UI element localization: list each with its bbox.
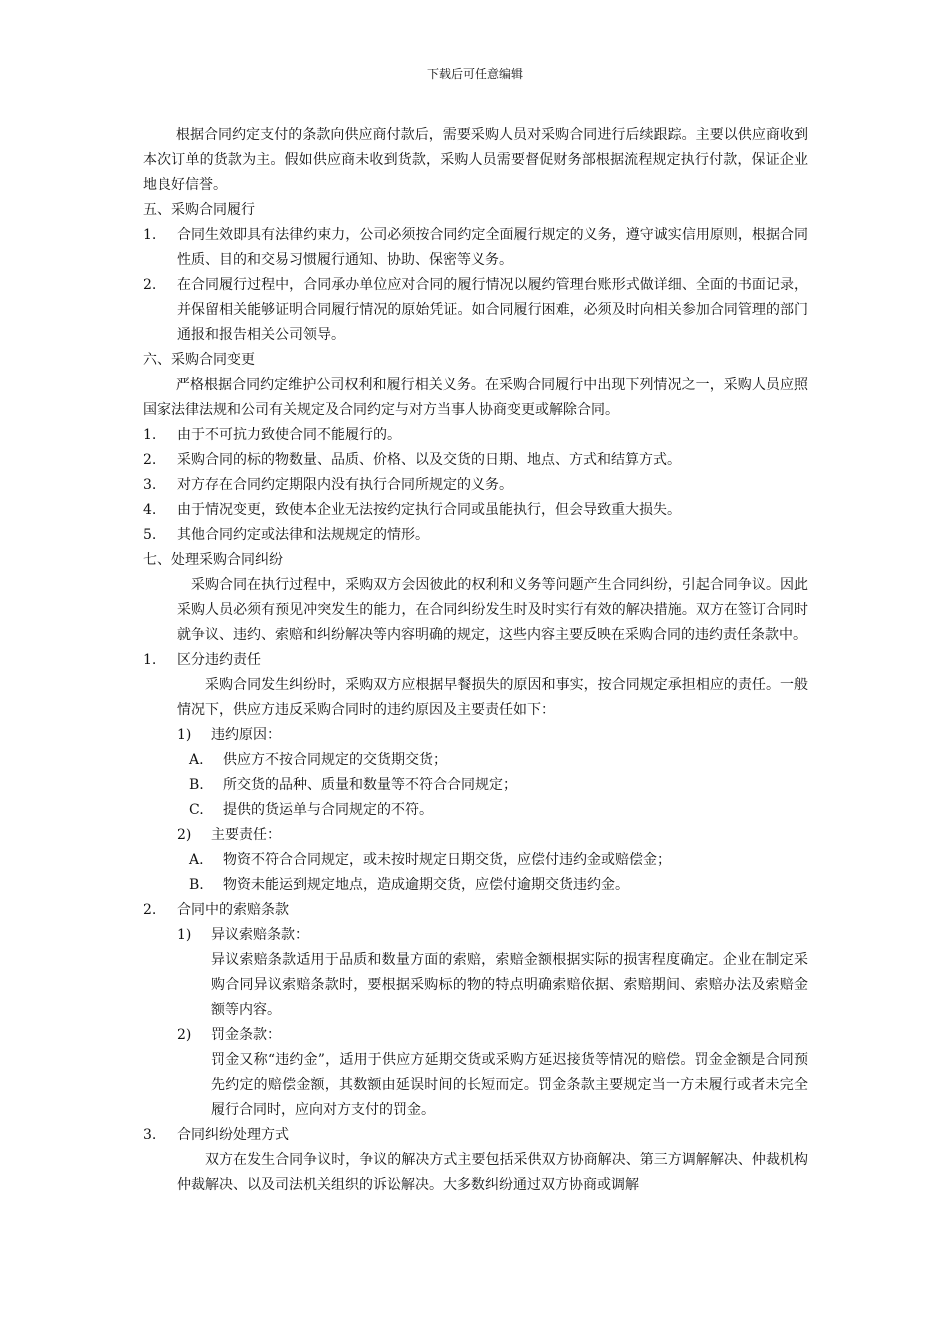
- letter-number: A.: [189, 752, 204, 768]
- list-item: [143, 273, 808, 348]
- list-number: 2.: [143, 277, 157, 293]
- list-text: 在合同履行过程中，合同承办单位应对合同的履行情况以履约管理台账形式做详细、全面的书面记录，并保留相关能够证明合同履行情况的原始凭证。如合同履行困难，必须及时向相关参加合同管理的部门通报和报告相关公司领导。: [177, 277, 808, 343]
- list-text: 采购合同的标的物数量、品质、价格、以及交货的日期、地点、方式和结算方式。: [177, 452, 681, 468]
- list-item: [143, 448, 808, 473]
- list-title: 合同中的索赔条款: [177, 902, 289, 918]
- sub-list-title: 罚金条款：: [211, 1027, 281, 1043]
- letter-item: [143, 873, 808, 898]
- list-number: 1.: [143, 227, 157, 243]
- list-item: [143, 223, 808, 273]
- sub-list-number: 2): [177, 1027, 192, 1043]
- list-item: [143, 898, 808, 923]
- letter-text: 所交货的品种、质量和数量等不符合合同规定；: [223, 777, 517, 793]
- dispute-resolution-paragraph: 双方在发生合同争议时，争议的解决方式主要包括采供双方协商解决、第三方调解解决、仲裁机构仲裁解决、以及司法机关组织的诉讼解决。大多数纠纷通过双方协商或调解: [177, 1152, 808, 1193]
- list-text: 由于情况变更，致使本企业无法按约定执行合同或虽能执行，但会导致重大损失。: [177, 502, 681, 518]
- list-title: 区分违约责任: [177, 652, 261, 668]
- list-item: [143, 473, 808, 498]
- letter-number: B.: [189, 777, 204, 793]
- item-1-paragraph: 采购合同发生纠纷时，采购双方应根据早餐损失的原因和事实，按合同规定承担相应的责任。一般情况下，供应方违反采购合同时的违约原因及主要责任如下：: [177, 677, 808, 718]
- letter-item: [143, 773, 808, 798]
- list-number: 4.: [143, 502, 157, 518]
- sub-list-title: 主要责任：: [211, 827, 281, 843]
- list-number: 1.: [143, 427, 157, 443]
- letter-text: 物资未能运到规定地点，造成逾期交货，应偿付逾期交货违约金。: [223, 877, 629, 893]
- page-header: 下载后可任意编辑: [426, 67, 523, 81]
- intro-paragraph: 根据合同约定支付的条款向供应商付款后，需要采购人员对采购合同进行后续跟踪。主要以供应商收到本次订单的货款为主。假如供应商未收到货款，采购人员需要督促财务部根据流程规定执行付款，保证企业地良好信誉。: [143, 127, 808, 193]
- section-7-intro: 采购合同在执行过程中，采购双方会因彼此的权利和义务等问题产生合同纠纷，引起合同争议。因此采购人员必须有预见冲突发生的能力，在合同纠纷发生时及时实行有效的解决措施。双方在签订合同时就争议、违约、索赔和纠纷解决等内容明确的规定，这些内容主要反映在采购合同的违约责任条款中。: [177, 577, 808, 643]
- list-item: [143, 523, 808, 548]
- letter-text: 提供的货运单与合同规定的不符。: [223, 802, 433, 818]
- list-title: 合同纠纷处理方式: [177, 1127, 289, 1143]
- list-number: 3.: [143, 1127, 157, 1143]
- list-item: [143, 1123, 808, 1148]
- sub-list-number: 1): [177, 927, 192, 943]
- list-number: 2.: [143, 452, 157, 468]
- list-text: 由于不可抗力致使合同不能履行的。: [177, 427, 401, 443]
- letter-item: [143, 848, 808, 873]
- list-item: [143, 498, 808, 523]
- list-number: 3.: [143, 477, 157, 493]
- list-item: [143, 423, 808, 448]
- claim-clause-paragraph: 异议索赔条款适用于品质和数量方面的索赔，索赔金额根据实际的损害程度确定。企业在制定采购合同异议索赔条款时，要根据采购标的物的特点明确索赔依据、索赔期间、索赔办法及索赔金额等内容。: [211, 952, 808, 1018]
- list-text: 其他合同约定或法律和法规规定的情形。: [177, 527, 429, 543]
- letter-number: C.: [189, 802, 204, 818]
- list-number: 2.: [143, 902, 157, 918]
- sub-list-item: [143, 823, 808, 848]
- letter-number: B.: [189, 877, 204, 893]
- sub-list-item: [143, 723, 808, 748]
- letter-item: [143, 798, 808, 823]
- letter-number: A.: [189, 852, 204, 868]
- sub-list-item: [143, 1023, 808, 1048]
- section-5-title: 五、采购合同履行: [143, 202, 255, 218]
- sub-list-number: 1): [177, 727, 192, 743]
- document-body: [143, 123, 808, 1198]
- section-7-title: 七、处理采购合同纠纷: [143, 552, 283, 568]
- sub-list-title: 异议索赔条款：: [211, 927, 309, 943]
- letter-text: 供应方不按合同规定的交货期交货；: [223, 752, 447, 768]
- letter-text: 物资不符合合同规定，或未按时规定日期交货，应偿付违约金或赔偿金；: [223, 852, 671, 868]
- sub-list-number: 2): [177, 827, 192, 843]
- section-6-intro: 严格根据合同约定维护公司权利和履行相关义务。在采购合同履行中出现下列情况之一，采购人员应照国家法律法规和公司有关规定及合同约定与对方当事人协商变更或解除合同。: [143, 377, 808, 418]
- section-6-title: 六、采购合同变更: [143, 352, 255, 368]
- sub-list-item: [143, 923, 808, 948]
- letter-item: [143, 748, 808, 773]
- list-number: 5.: [143, 527, 157, 543]
- penalty-clause-paragraph: 罚金又称“违约金”，适用于供应方延期交货或采购方延迟接货等情况的赔偿。罚金金额是合同预先约定的赔偿金额，其数额由延误时间的长短而定。罚金条款主要规定当一方未履行或者未完全履行合同时，应向对方支付的罚金。: [211, 1052, 808, 1118]
- sub-list-title: 违约原因：: [211, 727, 281, 743]
- list-item: [143, 648, 808, 673]
- list-text: 对方存在合同约定期限内没有执行合同所规定的义务。: [177, 477, 513, 493]
- list-number: 1.: [143, 652, 157, 668]
- list-text: 合同生效即具有法律约束力，公司必须按合同约定全面履行规定的义务，遵守诚实信用原则，根据合同性质、目的和交易习惯履行通知、协助、保密等义务。: [177, 227, 808, 268]
